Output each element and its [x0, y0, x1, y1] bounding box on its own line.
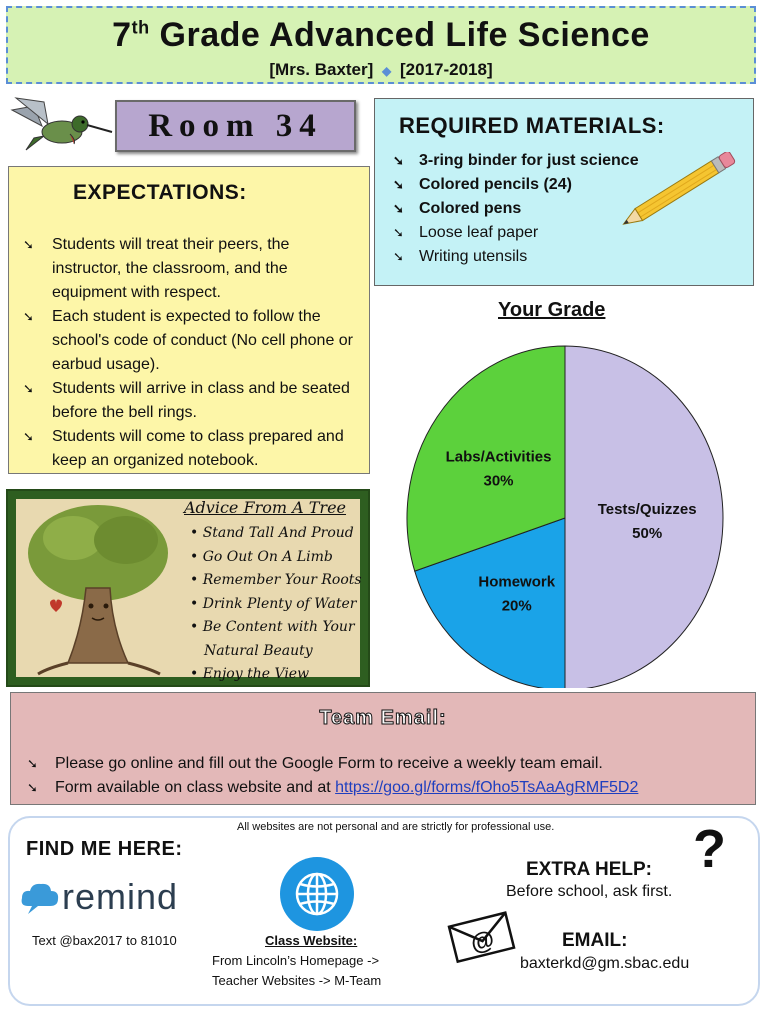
email-label: EMAIL: [562, 930, 628, 951]
list-item: ➘ Students will treat their peers, the instructor, the classroom, and the equipment with respect. [9, 233, 369, 305]
arrow-bullet-icon: ➘ [393, 249, 404, 264]
team-email-title: Team Email: [319, 707, 447, 729]
list-item: • Enjoy the View [190, 666, 310, 682]
pie-percent-label: 30% [483, 472, 514, 490]
page-header [6, 6, 756, 84]
email-address[interactable]: baxterkd@gm.sbac.edu [520, 955, 690, 972]
arrow-bullet-icon: ➘ [23, 237, 34, 252]
pencil-icon [610, 152, 750, 227]
class-website-path-2: Teacher Websites -> M-Team [212, 973, 382, 988]
list-item: ➘ Colored pencils (24) [375, 173, 753, 197]
materials-title: REQUIRED MATERIALS: [399, 113, 665, 138]
room-label: Room 34 [115, 100, 356, 152]
list-item: • Go Out On A Limb [190, 548, 333, 565]
school-year: [2017-2018] [400, 60, 493, 79]
hummingbird-icon [4, 88, 114, 168]
globe-icon[interactable] [279, 856, 355, 932]
arrow-bullet-icon: ➘ [27, 756, 38, 771]
pie-label: Tests/Quizzes [597, 501, 697, 518]
expectations-list [9, 233, 369, 473]
page-title: 7th Grade Advanced Life Science [112, 16, 650, 54]
envelope-icon [446, 905, 518, 965]
pie-percent-label: 20% [501, 597, 532, 615]
arrow-bullet-icon: ➘ [393, 153, 404, 168]
page-subtitle [8, 60, 754, 80]
arrow-bullet-icon: ➘ [27, 780, 38, 795]
list-item: • Be Content with Your [190, 619, 355, 635]
class-website-path-1: From Lincoln’s Homepage -> [212, 953, 380, 968]
arrow-bullet-icon: ➘ [23, 429, 34, 444]
list-item: ➘ Writing utensils [375, 245, 753, 269]
team-email-box [10, 692, 756, 805]
expectations-box [8, 166, 370, 474]
find-me-title: FIND ME HERE: [26, 838, 183, 860]
question-mark-icon: ? [693, 819, 726, 879]
list-item: • Remember Your Roots [190, 572, 362, 588]
chart-title: Your Grade [498, 299, 606, 321]
pie-percent-label: 50% [632, 525, 663, 542]
team-email-list [11, 752, 755, 800]
class-website-label[interactable]: Class Website: [265, 933, 358, 948]
list-item: • Stand Tall And Proud [190, 525, 354, 541]
arrow-bullet-icon: ➘ [393, 225, 404, 240]
list-item: Natural Beauty [204, 642, 313, 659]
list-item: ➘ Each student is expected to follow the school's code of conduct (No cell phone or earbud usage). [9, 305, 369, 377]
arrow-bullet-icon: ➘ [393, 201, 404, 216]
extra-help-title: EXTRA HELP: [526, 859, 652, 880]
arrow-bullet-icon: ➘ [393, 177, 404, 192]
remind-brand: remind [62, 876, 179, 917]
pie-label: Homework [478, 573, 556, 591]
arrow-bullet-icon: ➘ [23, 381, 34, 396]
expectations-title: EXPECTATIONS: [73, 181, 247, 204]
google-form-link[interactable]: https://goo.gl/forms/fOho5TsAaAgRMF5D2 [335, 779, 639, 796]
list-item: ➘ Loose leaf paper [375, 221, 753, 245]
disclaimer-text: All websites are not personal and are strictly for professional use. [237, 821, 555, 833]
remind-logo-icon [20, 880, 60, 916]
list-item: ➘ Please go online and fill out the Google Form to receive a weekly team email. [11, 752, 755, 776]
list-item: ➘ Colored pens [375, 197, 753, 221]
arrow-bullet-icon: ➘ [23, 309, 34, 324]
diamond-icon: ◆ [382, 64, 392, 78]
list-item: ➘ Form available on class website and at https://goo.gl/forms/fOho5TsAaAgRMF5D2 [11, 776, 755, 800]
tree-illustration [18, 498, 178, 678]
list-item: ➘ 3-ring binder for just science [375, 149, 753, 173]
extra-help-text: Before school, ask first. [506, 883, 673, 900]
grade-pie-chart [400, 328, 740, 688]
tree-advice-list [190, 522, 362, 687]
teacher-name: [Mrs. Baxter] [269, 60, 374, 79]
tree-title: Advice From A Tree [184, 498, 347, 517]
pie-label: Labs/Activities [445, 448, 552, 466]
remind-text-instructions: Text @bax2017 to 81010 [32, 933, 177, 948]
list-item: • Drink Plenty of Water [190, 595, 357, 612]
list-item: ➘ Students will arrive in class and be seated before the bell rings. [9, 377, 369, 425]
at-sign-glyph: @ [467, 925, 498, 958]
list-item: ➘ Students will come to class prepared and keep an organized notebook. [9, 425, 369, 473]
